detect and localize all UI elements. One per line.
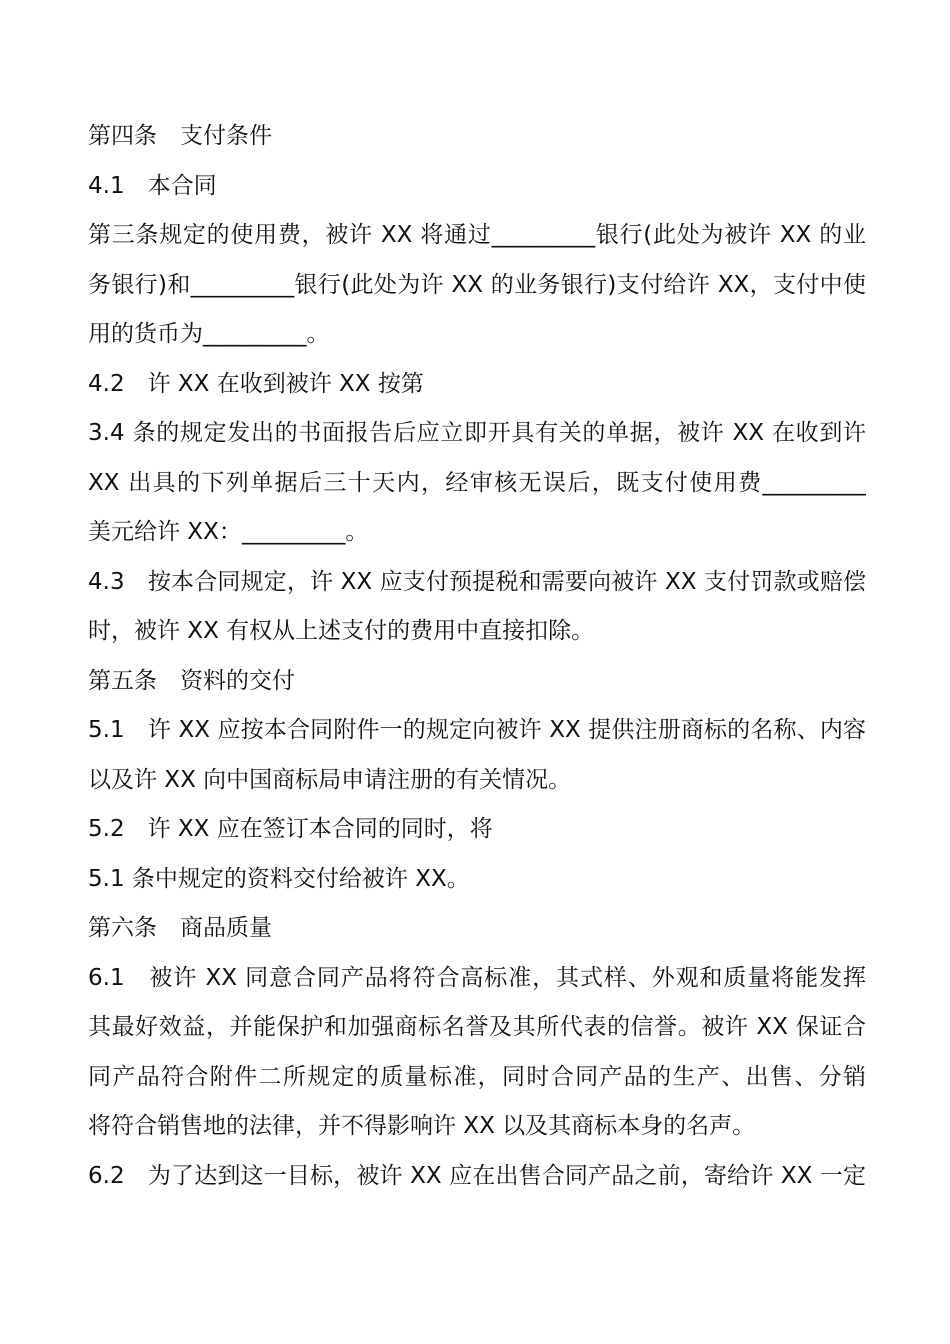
paragraph-line: 同产品符合附件二所规定的质量标准，同时合同产品的生产、出售、分销 bbox=[88, 1063, 866, 1090]
clause-5-2: 5.2 许 XX 应在签订本合同的同时，将 bbox=[88, 816, 493, 842]
paragraph-line: 以及许 XX 向中国商标局申请注册的有关情况。 bbox=[88, 766, 572, 793]
clause-6-2: 6.2 为了达到这一目标，被许 XX 应在出售合同产品之前，寄给许 XX 一定 bbox=[88, 1162, 866, 1189]
article-heading-5: 第五条 资料的交付 bbox=[88, 667, 295, 694]
paragraph-line: 第三条规定的使用费，被许 XX 将通过_________银行(此处为被许 XX 的业 bbox=[88, 222, 866, 248]
paragraph-line: XX 出具的下列单据后三十天内，经审核无误后，既支付使用费_________ bbox=[88, 469, 866, 496]
paragraph-line: 时，被许 XX 有权从上述支付的费用中直接扣除。 bbox=[88, 618, 595, 644]
paragraph-line: 务银行)和_________银行(此处为许 XX 的业务银行)支付给许 XX，支付中使 bbox=[88, 271, 866, 298]
paragraph-line: 3.4 条的规定发出的书面报告后应立即开具有关的单据，被许 XX 在收到许 bbox=[88, 420, 866, 446]
clause-4-2: 4.2 许 XX 在收到被许 XX 按第 bbox=[88, 370, 424, 397]
paragraph-line: 美元给许 XX：_________。 bbox=[88, 519, 369, 545]
paragraph-line: 用的货币为_________。 bbox=[88, 321, 330, 347]
clause-5-1: 5.1 许 XX 应按本合同附件一的规定向被许 XX 提供注册商标的名称、内容 bbox=[88, 717, 866, 743]
paragraph-line: 将符合销售地的法律，并不得影响许 XX 以及其商标本身的名声。 bbox=[88, 1113, 756, 1139]
paragraph-line: 其最好效益，并能保护和加强商标名誉及其所代表的信誉。被许 XX 保证合 bbox=[88, 1014, 866, 1040]
clause-4-3: 4.3 按本合同规定，许 XX 应支付预提税和需要向被许 XX 支付罚款或赔偿 bbox=[88, 568, 866, 595]
article-heading-4: 第四条 支付条件 bbox=[88, 123, 272, 149]
article-heading-6: 第六条 商品质量 bbox=[88, 915, 272, 941]
clause-6-1: 6.1 被许 XX 同意合同产品将符合高标准，其式样、外观和质量将能发挥 bbox=[88, 964, 866, 991]
document-body bbox=[88, 112, 866, 1201]
clause-4-1: 4.1 本合同 bbox=[88, 172, 217, 199]
paragraph-line: 5.1 条中规定的资料交付给被许 XX。 bbox=[88, 865, 470, 892]
